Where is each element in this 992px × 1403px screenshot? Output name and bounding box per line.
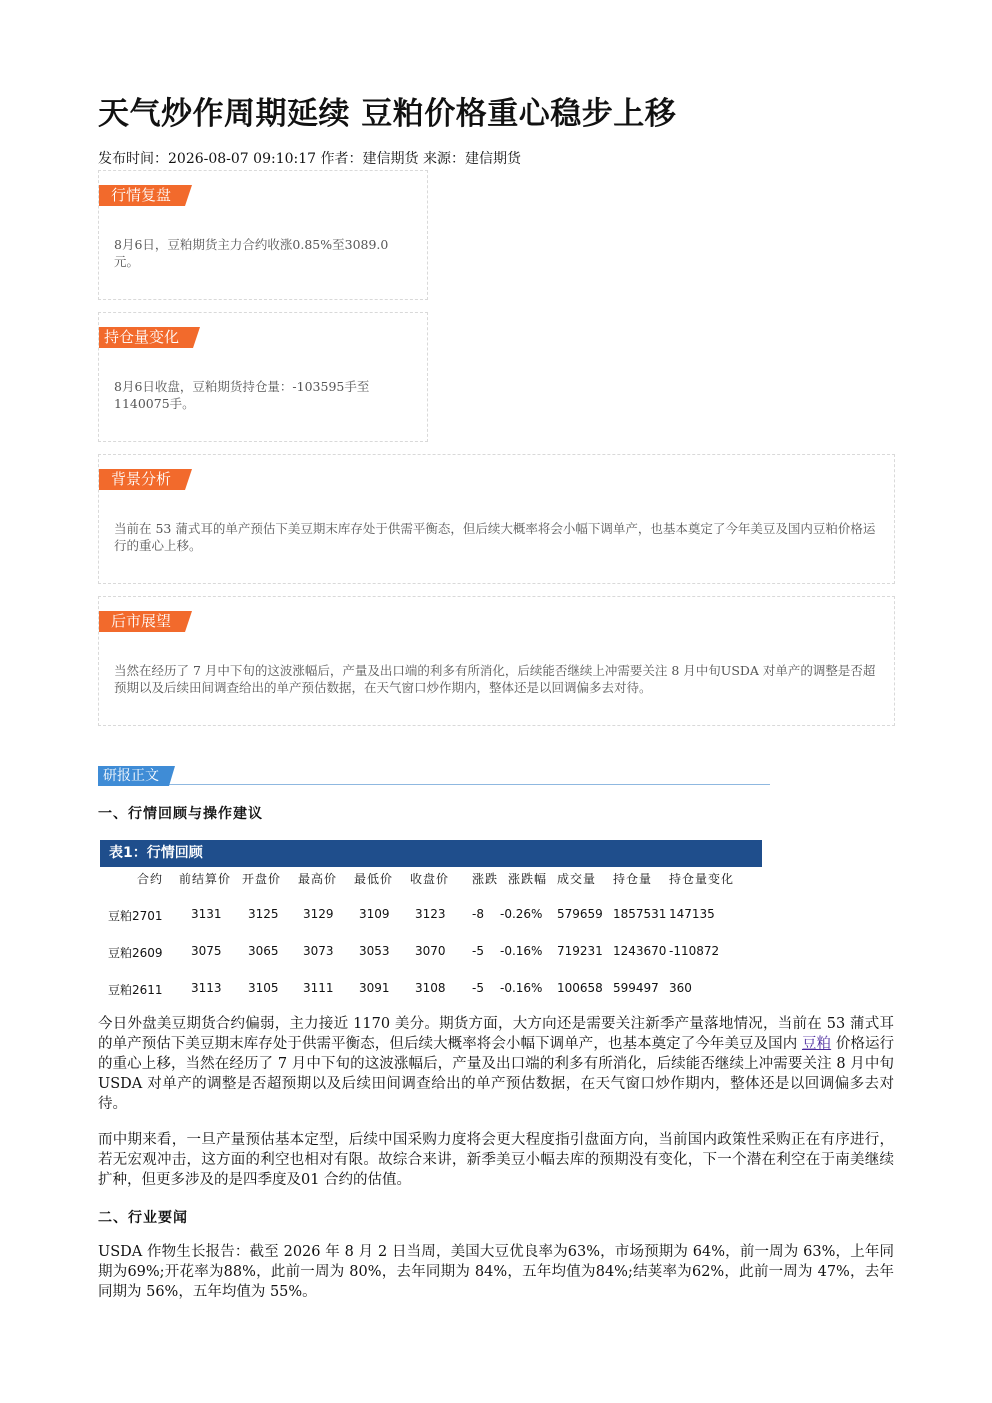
table-cell: 3113 [191, 981, 222, 995]
table-cell: 3108 [415, 981, 446, 995]
table-cell: -0.16% [500, 944, 543, 958]
table-cell: 360 [669, 981, 692, 995]
table-cell: 3075 [191, 944, 222, 958]
table-cell: 599497 [613, 981, 659, 995]
table-cell: 3105 [248, 981, 279, 995]
table-cell: -110872 [669, 944, 720, 958]
table-cell: 3129 [303, 907, 334, 921]
table-header-cell: 涨跌幅 [508, 872, 548, 886]
paragraph-2: 而中期来看，一旦产量预估基本定型，后续中国采购力度将会更大程度指引盘面方向，当前国内政策性采购正在有序进行，若无宏观冲击，这方面的利空也相对有限。故综合来讲，新季美豆小幅去库的预期没有变化，下一个潜在利空在于南美继续扩种，但更多涉及的是四季度及01 合约的估值。 [98, 1132, 894, 1188]
table-header-cell: 持仓量 [613, 872, 653, 886]
table-cell: 3091 [359, 981, 390, 995]
table-cell: 3123 [415, 907, 446, 921]
table-header-cell: 持仓量变化 [669, 872, 735, 886]
table-cell: -0.26% [500, 907, 543, 921]
table-cell: 1243670 [613, 944, 667, 958]
table-cell: 579659 [557, 907, 603, 921]
table-cell: 豆粕2609 [108, 946, 163, 960]
background-text: 当前在 53 蒲式耳的单产预估下美豆期末库存处于供需平衡态，但后续大概率将会小幅下调单产，也基本奠定了今年美豆及国内豆粕价格运行的重心上移。 [114, 521, 876, 553]
table-cell: -5 [472, 944, 484, 958]
table-cell: 3109 [359, 907, 390, 921]
position-text: 8月6日收盘，豆粕期货持仓量：-103595手至1140075手。 [114, 379, 370, 411]
paragraph-1-part-a: 今日外盘美豆期货合约偏弱，主力接近 1170 美分。期货方面，大方向还是需要关注新季产量落地情况，当前在 53 蒲式耳的单产预估下美豆期末库存处于供需平衡态，但后续大概率将会小幅下调单产，也基本奠定了今年美豆及国内 [98, 1016, 894, 1052]
table-cell: 3065 [248, 944, 279, 958]
report-divider [98, 784, 770, 785]
paragraph-1 [98, 1014, 894, 1114]
table-cell: 719231 [557, 944, 603, 958]
table-header-cell: 开盘价 [242, 872, 282, 886]
table-header-cell: 涨跌 [472, 872, 499, 886]
table-header-cell: 最低价 [354, 872, 394, 886]
article-meta: 发布时间：2026-08-07 09:10:17 作者：建信期货 来源：建信期货 [98, 151, 521, 167]
table-cell: -5 [472, 981, 484, 995]
table-header-cell: 成交量 [557, 872, 597, 886]
background-box [98, 454, 895, 584]
table-header-cell: 最高价 [298, 872, 338, 886]
table-cell: 1857531 [613, 907, 667, 921]
table-header-cell: 前结算价 [179, 872, 232, 886]
review-box [98, 170, 428, 300]
outlook-text: 当然在经历了 7 月中下旬的这波涨幅后，产量及出口端的利多有所消化，后续能否继续上冲需要关注 8 月中旬USDA 对单产的调整是否超预期以及后续田间调查给出的单产预估数据，在天气窗口炒作期内，整体还是以回调偏多去对待。 [114, 663, 876, 695]
table-cell: 豆粕2701 [108, 909, 163, 923]
table-cell: 147135 [669, 907, 715, 921]
soymeal-link[interactable]: 豆粕 [801, 1036, 832, 1052]
table-cell: -0.16% [500, 981, 543, 995]
section2-title: 二、行业要闻 [98, 1210, 188, 1226]
table-cell: 3111 [303, 981, 334, 995]
position-box [98, 312, 428, 442]
outlook-box [98, 596, 895, 726]
table-cell: 3131 [191, 907, 222, 921]
table-cell: 3053 [359, 944, 390, 958]
review-tag: 行情复盘 [99, 185, 185, 206]
table-header-cell: 合约 [137, 872, 164, 886]
table-title: 表1：行情回顾 [100, 840, 762, 867]
table-cell: 3125 [248, 907, 279, 921]
paragraph-3: USDA 作物生长报告：截至 2026 年 8 月 2 日当周，美国大豆优良率为63%，市场预期为 64%，前一周为 63%，上年同期为69%;开花率为88%，此前一周为 80%，去年同期为 84%，五年均值为84%;结荚率为62%，此前一周为 47%，去年同期为 56%，五年均值为 55%。 [98, 1244, 894, 1300]
report-tag: 研报正文 [98, 766, 169, 786]
paragraph-1-part-b: 价格运行的重心上移，当然在经历了 7 月中下旬的这波涨幅后，产量及出口端的利多有所消化，后续能否继续上冲需要关注 8 月中旬USDA 对单产的调整是否超预期以及后续田间调查给出的单产预估数据，在天气窗口炒作期内，整体还是以回调偏多去对待。 [98, 1036, 895, 1112]
position-tag: 持仓量变化 [99, 327, 193, 348]
table-cell: 3073 [303, 944, 334, 958]
table-cell: 3070 [415, 944, 446, 958]
background-tag: 背景分析 [99, 469, 185, 490]
review-text: 8月6日，豆粕期货主力合约收涨0.85%至3089.0元。 [114, 237, 389, 269]
table-cell: 豆粕2611 [108, 983, 163, 997]
outlook-tag: 后市展望 [99, 611, 185, 632]
table-cell: 100658 [557, 981, 603, 995]
section1-title: 一、行情回顾与操作建议 [98, 806, 263, 822]
table-header-cell: 收盘价 [410, 872, 450, 886]
page-title: 天气炒作周期延续 豆粕价格重心稳步上移 [98, 96, 677, 132]
table-cell: -8 [472, 907, 484, 921]
